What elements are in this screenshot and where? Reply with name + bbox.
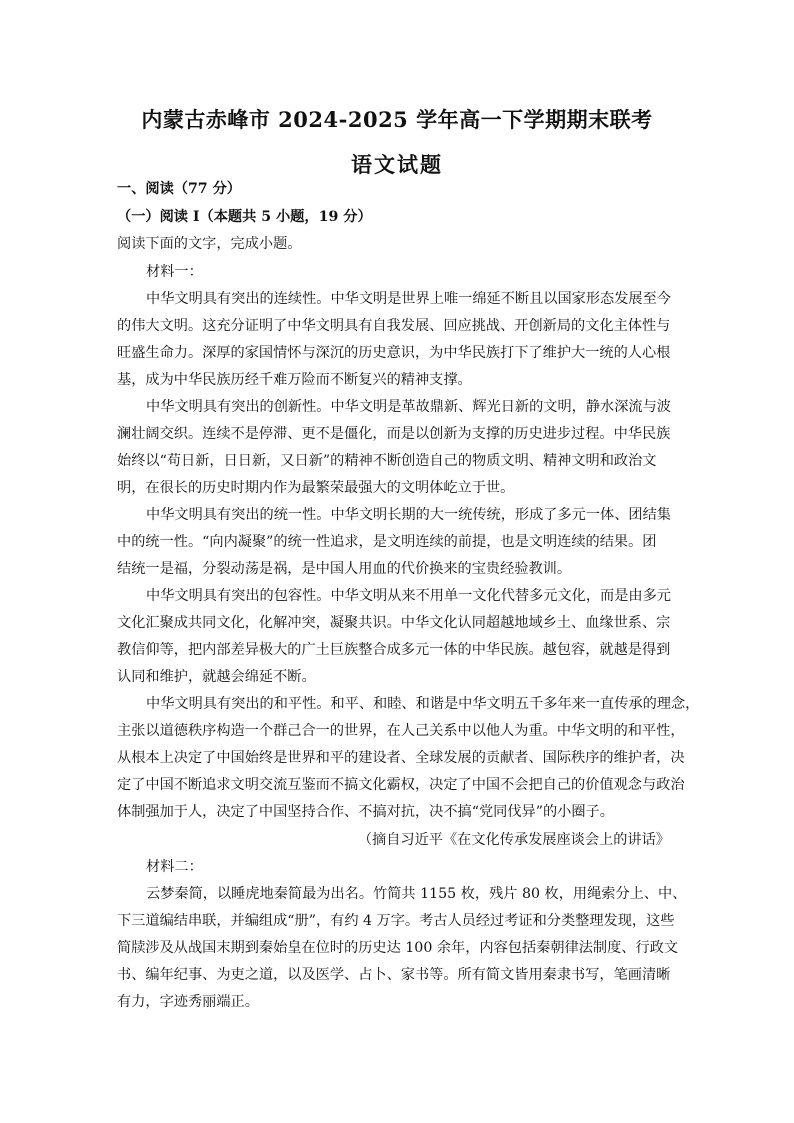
material-two-line: 有力，字迹秀丽端正。 (117, 994, 259, 1010)
material-one-line: 结统一是福，分裂动荡是祸，是中国人用血的代价换来的宝贵经验教训。 (117, 561, 572, 577)
material-one-line: 旺盛生命力。深厚的家国情怀与深沉的历史意识，为中华民族打下了维护大一统的人心根 (117, 345, 671, 361)
material-one-label: 材料一： (146, 264, 203, 280)
instruction-text: 阅读下面的文字，完成小题。 (117, 236, 302, 252)
material-one-line: 中华文明具有突出的统一性。中华文明长期的大一统传统，形成了多元一体、团结集 (146, 507, 671, 523)
material-one-line: 基，成为中华民族历经千难万险而不断复兴的精神支撑。 (117, 372, 472, 388)
material-one-line: 中华文明具有突出的包容性。中华文明从来不用单一文化代替多元文化，而是由多元 (146, 588, 671, 604)
material-one-line: 认同和维护，就越会绵延不断。 (117, 669, 316, 685)
material-two-line: 下三道编结串联，并编组成“册”，有约 4 万字。考古人员经过考证和分类整理发现，这些 (117, 913, 675, 929)
material-one-line: 体制强加于人，决定了中国坚持合作、不搞对抗，决不搞“党同伐异”的小圈子。 (117, 804, 614, 820)
material-one-line: 明，在很长的历史时期内作为最繁荣最强大的文明体屹立于世。 (117, 480, 515, 496)
material-one-line: 从根本上决定了中国始终是世界和平的建设者、全球发展的贡献者、国际秩序的维护者，决 (117, 750, 685, 766)
material-one-line: 文化汇聚成共同文化，化解冲突，凝聚共识。中华文化认同超越地域乡土、血缘世系、宗 (117, 615, 671, 631)
material-one-line: 中的统一性。“向内凝聚”的统一性追求，是文明连续的前提，也是文明连续的结果。团 (117, 534, 657, 550)
material-one-line: 主张以道德秩序构造一个群己合一的世界，在人己关系中以他人为重。中华文明的和平性， (117, 723, 685, 739)
material-two-label: 材料二： (146, 859, 203, 875)
material-one-line: 的伟大文明。这充分证明了中华文明具有自我发展、回应挑战、开创新局的文化主体性与 (117, 318, 671, 334)
material-one-line: 澜壮阔交织。连续不是停滞、更不是僵化，而是以创新为支撑的历史进步过程。中华民族 (117, 426, 671, 442)
material-one-line: 始终以“苟日新，日日新，又日新”的精神不断创造自己的物质文明、精神文明和政治文 (117, 453, 657, 469)
material-two-line: 云梦秦简，以睡虎地秦简最为出名。竹简共 1155 枚，残片 80 枚，用绳索分上、中、 (146, 886, 687, 902)
material-one-line: 中华文明具有突出的创新性。中华文明是革故鼎新、辉光日新的文明，静水深流与波 (146, 399, 671, 415)
material-one-line: 定了中国不断追求文明交流互鉴而不搞文化霸权，决定了中国不会把自己的价值观念与政治 (117, 777, 685, 793)
material-two-line: 简牍涉及从战国末期到秦始皇在位时的历史达 100 余年，内容包括秦朝律法制度、行政文 (117, 940, 679, 956)
material-one-line: 中华文明具有突出的和平性。和平、和睦、和谐是中华文明五千多年来一直传承的理念， (146, 696, 700, 712)
material-one-line: 教信仰等，把内部差异极大的广土巨族整合成多元一体的中华民族。越包容，就越是得到 (117, 642, 671, 658)
exam-subtitle: 语文试题 (351, 152, 443, 177)
material-two-line: 书、编年纪事、为吏之道，以及医学、占卜、家书等。所有简文皆用秦隶书写，笔画清晰 (117, 967, 671, 983)
material-one-source: （摘自习近平《在文化传承发展座谈会上的讲话》 (357, 832, 670, 848)
exam-title: 内蒙古赤峰市 2024-2025 学年高一下学期期末联考 (141, 107, 653, 132)
sub-section-heading: （一）阅读 I（本题共 5 小题，19 分） (117, 209, 372, 225)
material-one-line: 中华文明具有突出的连续性。中华文明是世界上唯一绵延不断且以国家形态发展至今 (146, 291, 671, 307)
section-heading: 一、阅读（77 分） (117, 181, 241, 197)
